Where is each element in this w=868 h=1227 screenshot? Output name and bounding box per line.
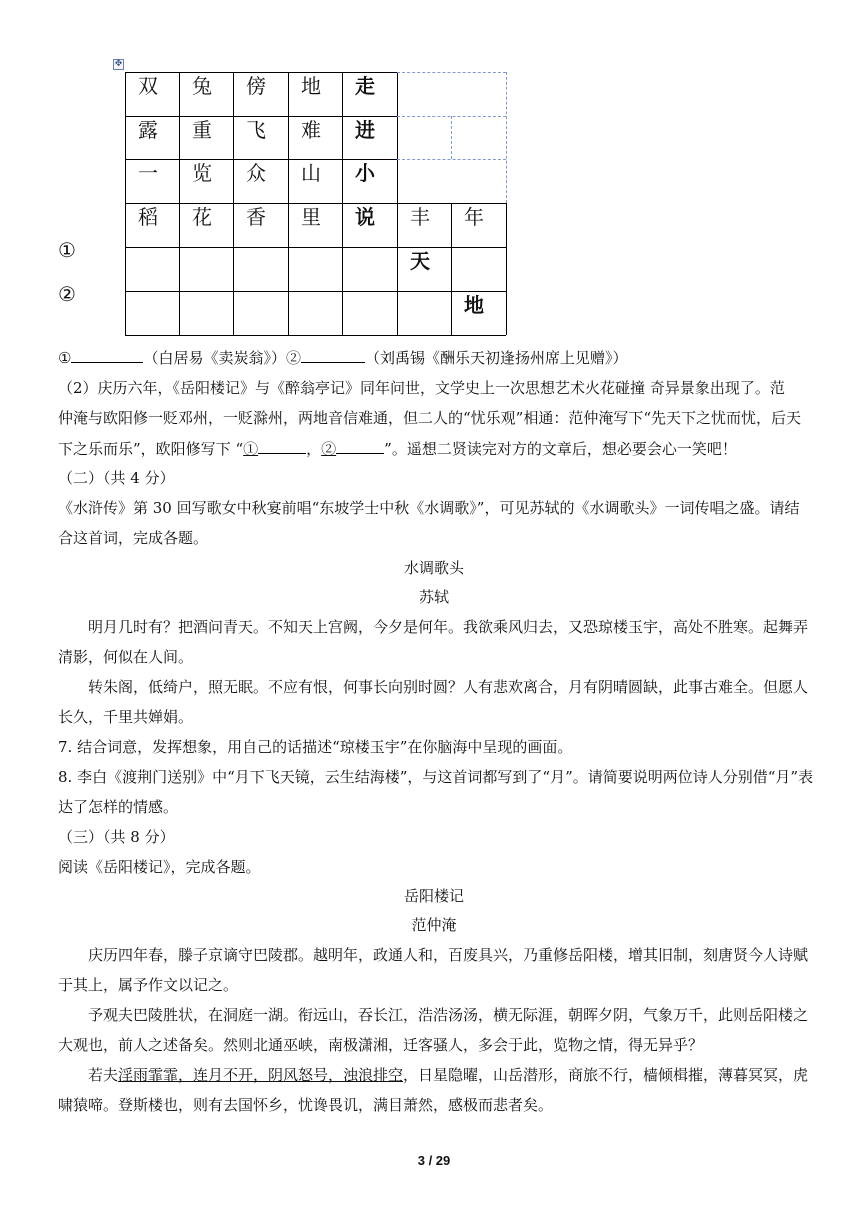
section-intro: 《水浒传》第 30 回写歌女中秋宴前唱“东坡学士中秋《水调歌》”，可见苏轼的《水调歌头》一词传唱之盛。请结 <box>58 499 800 517</box>
section-header: （二）（共 4 分） <box>58 469 175 487</box>
question-8: 8. 李白《渡荆门送别》中“月下飞天镜，云生结海楼”，与这首词都写到了“月”。请简要说明两位诗人分别借“月”表 <box>58 768 814 786</box>
grid-cell: 飞 <box>246 118 266 142</box>
grid-cell: 山 <box>301 161 321 185</box>
grid-cell: 地 <box>301 74 321 98</box>
q2-paragraph-line: 仲淹与欧阳修一贬邓州，一贬滁州，两地音信难通，但二人的“忧乐观”相通：范仲淹写下“先天下之忧而忧，后天 <box>58 409 802 427</box>
essay-text: 若夫淫雨霏霏，连月不开，阴风怒号，浊浪排空，日星隐曜，山岳潜形，商旅不行，樯倾楫摧，薄暮冥冥，虎 <box>88 1066 809 1084</box>
poem-text: 转朱阁，低绮户，照无眠。不应有恨，何事长向别时圆？人有悲欢离合，月有阴晴圆缺，此事古难全。但愿人 <box>88 678 809 696</box>
section-intro: 阅读《岳阳楼记》，完成各题。 <box>58 858 261 876</box>
essay-text: 予观夫巴陵胜状，在洞庭一湖。衔远山，吞长江，浩浩汤汤，横无际涯，朝晖夕阴，气象万千，此则岳阳楼之 <box>88 1006 809 1024</box>
grid-cell: 说 <box>355 205 375 229</box>
page-number: 3 / 29 <box>417 1153 451 1168</box>
grid-cell: 香 <box>246 205 266 229</box>
grid-cell: 丰 <box>410 205 430 229</box>
q1-answer-line: ① （白居易《卖炭翁》）② （刘禹锡《酬乐天初逢扬州席上见赠》） <box>58 346 828 369</box>
grid-cell: 览 <box>192 161 212 185</box>
poem-author: 苏轼 <box>418 588 449 606</box>
question-7: 7. 结合词意，发挥想象，用自己的话描述“琼楼玉宇”在你脑海中呈现的画面。 <box>58 738 573 756</box>
section-intro: 合这首词，完成各题。 <box>58 529 209 547</box>
table-move-handle[interactable]: ✥ <box>114 59 123 69</box>
answer-blank-2[interactable] <box>301 346 365 363</box>
grid-cell: 双 <box>138 74 158 98</box>
grid-cell: 花 <box>192 205 212 229</box>
grid-cell: 傍 <box>246 74 266 98</box>
essay-text: 庆历四年春，滕子京谪守巴陵郡。越明年，政通人和，百废具兴，乃重修岳阳楼，增其旧制，刻唐贤今人诗赋 <box>88 946 809 964</box>
poem-text: 长久，千里共婵娟。 <box>58 708 194 726</box>
essay-author: 范仲淹 <box>411 916 457 934</box>
grid-cell-answer-hint: 天 <box>410 249 430 273</box>
grid-cell: 重 <box>192 118 212 142</box>
grid-cell: 稻 <box>138 205 158 229</box>
grid-cell: 走 <box>355 74 375 98</box>
essay-title: 岳阳楼记 <box>403 887 464 905</box>
underlined-phrase: 淫雨霏霏，连月不开，阴风怒号，浊浪排空 <box>118 1066 404 1084</box>
grid-cell: 露 <box>138 118 158 142</box>
row-label-1: ① <box>58 238 76 262</box>
row-label-2: ② <box>58 282 76 306</box>
grid-cell: 众 <box>246 161 266 185</box>
poem-text: 明月几时有？把酒问青天。不知天上宫阙，今夕是何年。我欲乘风归去，又恐琼楼玉宇，高处不胜寒。起舞弄 <box>88 618 809 636</box>
q2-paragraph-line: （2）庆历六年，《岳阳楼记》与《醉翁亭记》同年问世，文学史上一次思想艺术火花碰撞 奇异景象出现了。范 <box>58 379 785 397</box>
question-8: 达了怎样的情感。 <box>58 798 179 816</box>
grid-cell: 难 <box>301 118 321 142</box>
grid-cell: 进 <box>355 118 375 142</box>
essay-text: 啸猿啼。登斯楼也，则有去国怀乡，忧谗畏讥，满目萧然，感极而悲者矣。 <box>58 1096 554 1114</box>
answer-blank-4[interactable] <box>336 437 384 454</box>
grid-cell: 里 <box>301 205 321 229</box>
grid-cell: 兔 <box>192 74 212 98</box>
section-header: （三）（共 8 分） <box>58 828 175 846</box>
grid-cell: 一 <box>138 161 158 185</box>
answer-blank-3[interactable] <box>258 437 306 454</box>
poem-title: 水调歌头 <box>403 559 464 577</box>
answer-blank-1[interactable] <box>71 346 143 363</box>
grid-cell-answer-hint: 地 <box>464 293 484 317</box>
q2-paragraph-line: 下之乐而乐”，欧阳修写下 “① ，② ”。遥想二贤读完对方的文章后，想必要会心一笑吧！ <box>58 437 828 460</box>
grid-cell: 小 <box>355 161 375 185</box>
essay-text: 于其上，属予作文以记之。 <box>58 976 239 994</box>
grid-cell: 年 <box>464 205 484 229</box>
poem-text: 清影，何似在人间。 <box>58 648 194 666</box>
essay-text: 大观也，前人之述备矣。然则北通巫峡，南极潇湘，迁客骚人，多会于此，览物之情，得无异乎？ <box>58 1036 704 1054</box>
